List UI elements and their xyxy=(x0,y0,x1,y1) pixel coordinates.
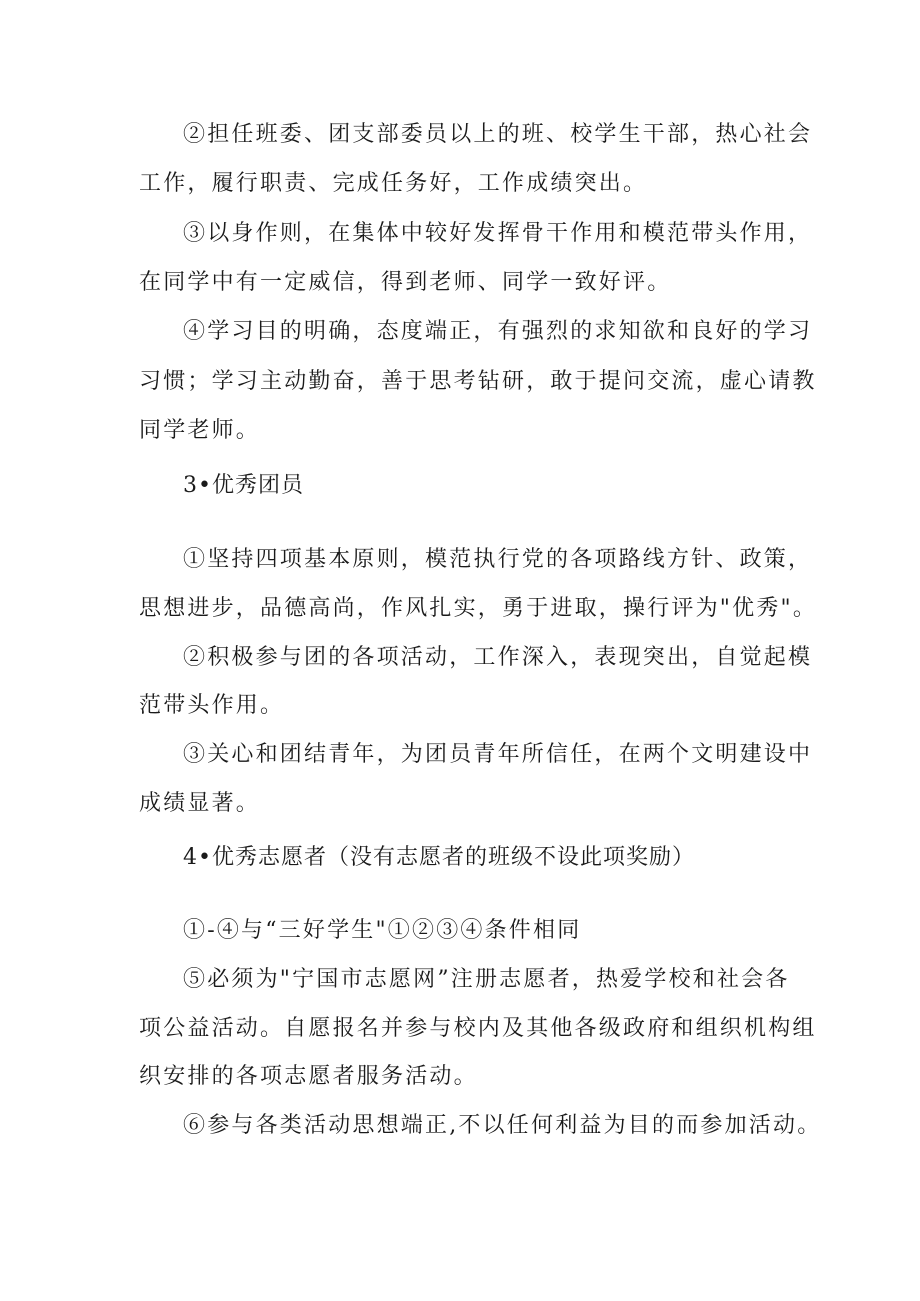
paragraph-line: 成绩显著。 xyxy=(139,791,261,816)
paragraph-line: ⑤必须为"宁国市志愿网”注册志愿者，热爱学校和社会各 xyxy=(183,967,790,992)
paragraph-line: 在同学中有一定威信，得到老师、同学一致好评。 xyxy=(139,270,672,295)
section-heading: 3•优秀团员 xyxy=(183,473,304,498)
paragraph-line: ②积极参与团的各项活动，工作深入，表现突出，自觉起模 xyxy=(183,645,813,670)
paragraph-line: 织安排的各项志愿者服务活动。 xyxy=(139,1064,478,1089)
paragraph-line: 思想进步，品德高尚，作风扎实，勇于进取，操行评为"优秀"。 xyxy=(139,596,818,621)
paragraph-line: ④学习目的明确，态度端正，有强烈的求知欲和良好的学习 xyxy=(183,319,813,344)
paragraph-line: ①坚持四项基本原则，模范执行党的各项路线方针、政策， xyxy=(183,547,813,572)
paragraph-line: 项公益活动。自愿报名并参与校内及其他各级政府和组织机构组 xyxy=(139,1016,817,1041)
paragraph-line: ②担任班委、团支部委员以上的班、校学生干部，热心社会 xyxy=(183,122,813,147)
section-heading: 4•优秀志愿者（没有志愿者的班级不设此项奖励） xyxy=(183,845,695,870)
paragraph-line: 习惯；学习主动勤奋，善于思考钻研，敢于提问交流，虚心请教 xyxy=(139,369,817,394)
paragraph-line: ⑥参与各类活动思想端正,不以任何利益为目的而参加活动。 xyxy=(183,1113,822,1138)
paragraph-line: 同学老师。 xyxy=(139,418,261,443)
paragraph-line: ①-④与“三好学生"①②③④条件相同 xyxy=(183,918,582,943)
paragraph-line: ③以身作则，在集体中较好发挥骨干作用和模范带头作用， xyxy=(183,221,813,246)
paragraph-line: 范带头作用。 xyxy=(139,693,285,718)
paragraph-line: ③关心和团结青年，为团员青年所信任，在两个文明建设中 xyxy=(183,742,813,767)
paragraph-line: 工作，履行职责、完成任务好，工作成绩突出。 xyxy=(139,171,648,196)
